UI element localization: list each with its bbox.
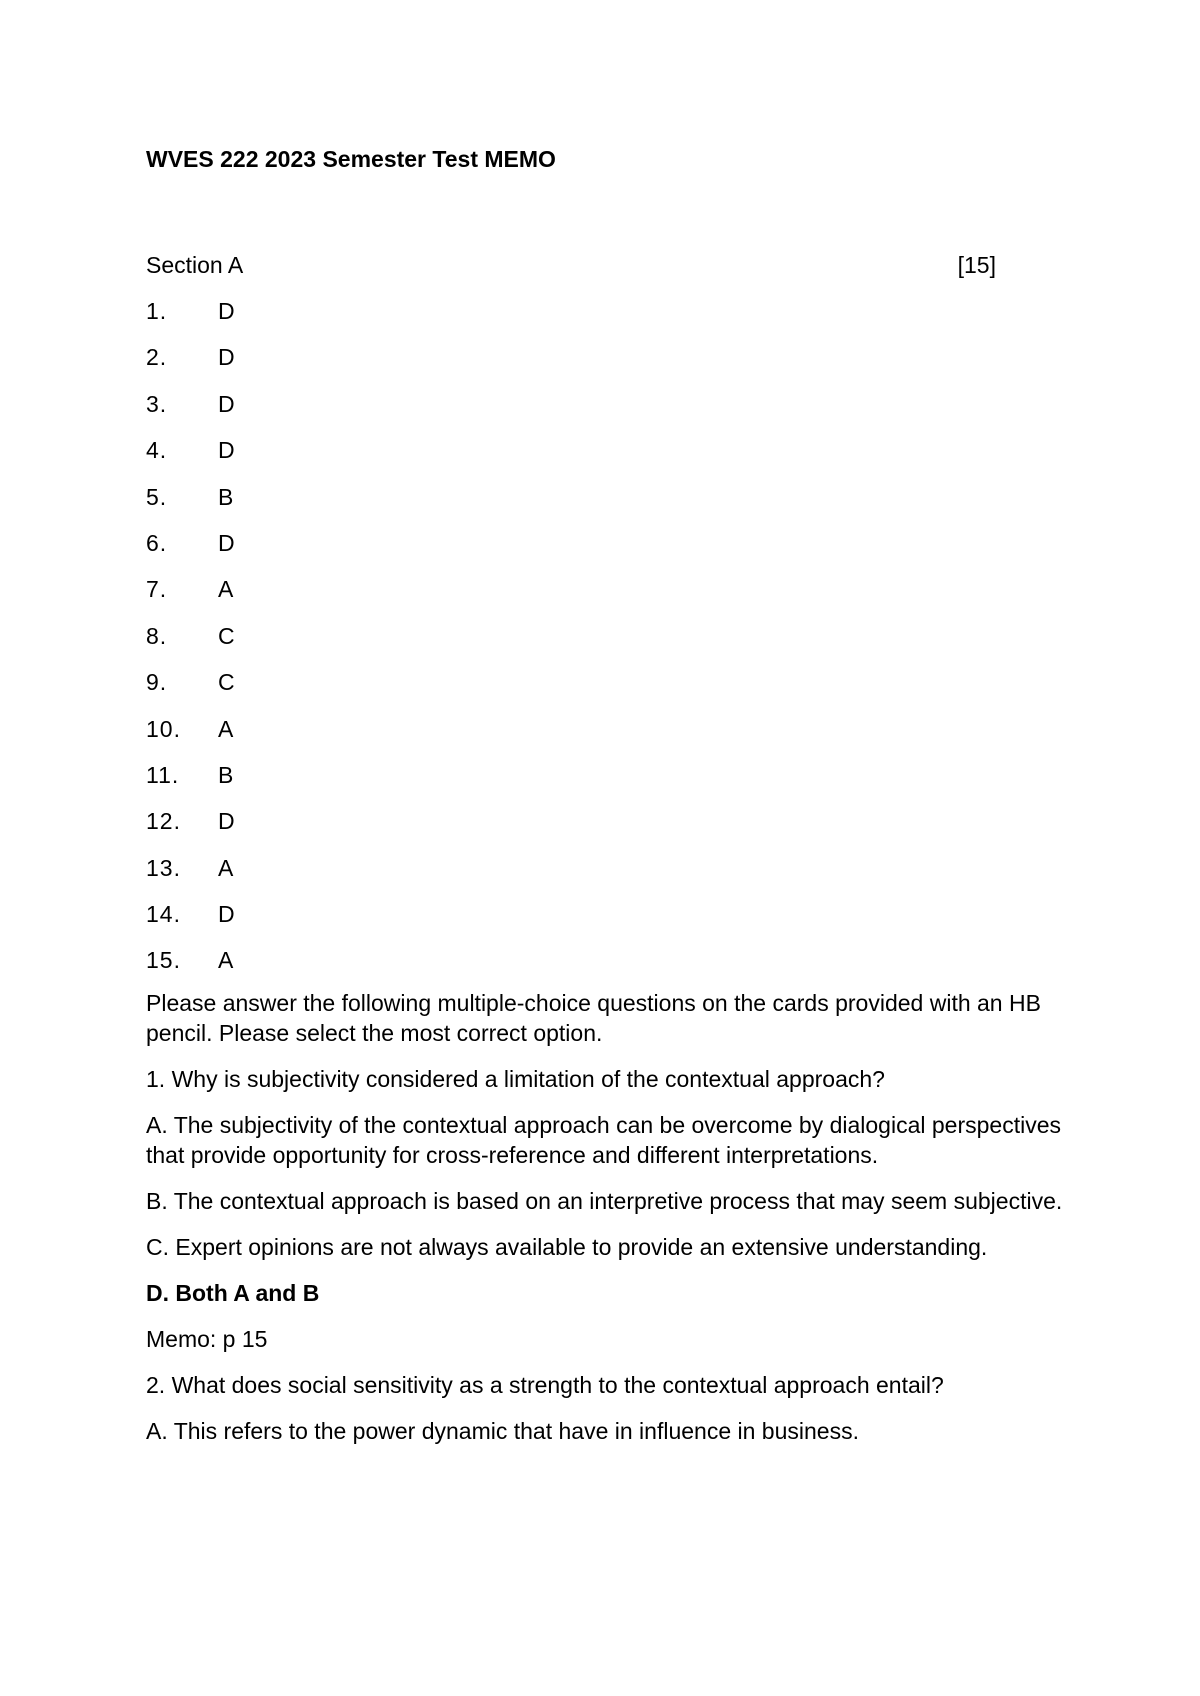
- section-a-marks: [15]: [957, 252, 996, 278]
- answer-row: [146, 808, 446, 854]
- answer-number: 13.: [146, 854, 181, 881]
- answer-row: [146, 716, 446, 762]
- answer-letter: A: [218, 854, 234, 881]
- question-1-text: 1. Why is subjectivity considered a limitation of the contextual approach?: [146, 1066, 885, 1092]
- answer-letter: D: [218, 390, 235, 417]
- answer-row: [146, 855, 446, 901]
- instructions-text: Please answer the following multiple-choice questions on the cards provided with an HB pencil. Please select the most correct option.: [146, 990, 1041, 1046]
- answer-number: 14.: [146, 901, 181, 928]
- answer-letter: D: [218, 437, 235, 464]
- question-1-option-c: C. Expert opinions are not always available to provide an extensive understanding.: [146, 1234, 988, 1260]
- question-2-text: 2. What does social sensitivity as a strength to the contextual approach entail?: [146, 1372, 944, 1398]
- answer-number: 10.: [146, 715, 181, 742]
- answer-row: [146, 576, 446, 622]
- answer-letter: D: [218, 808, 235, 835]
- question-body: [146, 988, 1076, 1462]
- answer-row: [146, 901, 446, 947]
- answer-row: [146, 344, 446, 390]
- answer-row: [146, 298, 446, 344]
- section-a-header: [146, 252, 996, 282]
- answer-number: 6.: [146, 529, 168, 556]
- question-1-option-a: A. The subjectivity of the contextual approach can be overcome by dialogical perspectives that provide opportunity for cross-reference and different interpretations.: [146, 1112, 1061, 1168]
- answer-number: 1.: [146, 298, 168, 324]
- answer-number: 15.: [146, 947, 181, 974]
- answer-letter: B: [218, 761, 234, 788]
- answer-number: 9.: [146, 669, 168, 696]
- answer-row: [146, 669, 446, 715]
- answer-number: 8.: [146, 622, 168, 649]
- question-1-memo: Memo: p 15: [146, 1326, 268, 1352]
- answer-letter: D: [218, 298, 235, 324]
- answer-row: [146, 437, 446, 483]
- answer-number: 4.: [146, 437, 168, 464]
- answer-letter: C: [218, 669, 235, 696]
- answer-number: 12.: [146, 808, 181, 835]
- answer-row: [146, 623, 446, 669]
- answer-row: [146, 391, 446, 437]
- answer-row: [146, 762, 446, 808]
- answer-number: 11.: [146, 761, 180, 788]
- document-title: WVES 222 2023 Semester Test MEMO: [146, 146, 556, 172]
- answer-letter: A: [218, 715, 234, 742]
- answer-list: [146, 298, 446, 994]
- answer-letter: D: [218, 901, 235, 928]
- answer-letter: B: [218, 483, 234, 510]
- answer-number: 7.: [146, 576, 168, 603]
- question-2-option-a: A. This refers to the power dynamic that have in influence in business.: [146, 1418, 859, 1444]
- answer-number: 5.: [146, 483, 168, 510]
- question-1-option-d-correct: D. Both A and B: [146, 1280, 320, 1306]
- answer-letter: C: [218, 622, 235, 649]
- answer-row: [146, 484, 446, 530]
- answer-letter: D: [218, 344, 235, 371]
- answer-number: 3.: [146, 390, 168, 417]
- answer-letter: A: [218, 947, 234, 974]
- answer-letter: A: [218, 576, 234, 603]
- answer-row: [146, 530, 446, 576]
- answer-row: [146, 947, 446, 993]
- answer-letter: D: [218, 529, 235, 556]
- question-1-option-b: B. The contextual approach is based on an interpretive process that may seem subjective.: [146, 1188, 1063, 1214]
- answer-number: 2.: [146, 344, 168, 371]
- section-a-title: Section A: [146, 252, 244, 278]
